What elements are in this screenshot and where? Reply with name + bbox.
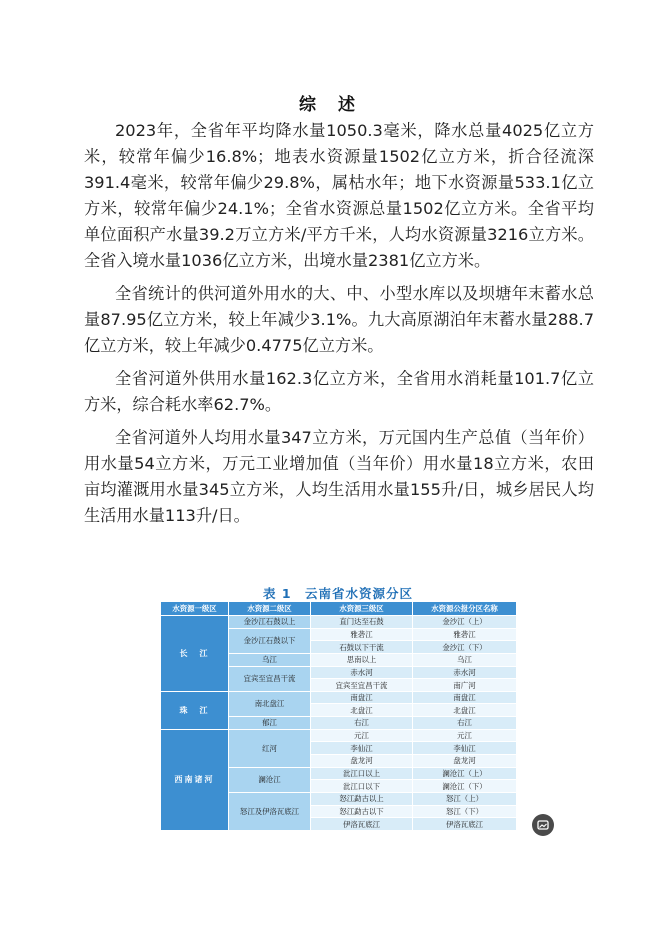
level1-cell: 长 江	[161, 616, 229, 692]
zone-name-cell: 金沙江（下）	[413, 641, 517, 654]
paragraph: 全省河道外人均用水量347立方米，万元国内生产总值（当年价）用水量54立方米，万元工业增加值（当年价）用水量18立方米，农田亩均灌溉用水量345立方米，人均生活用水量155升/日，城乡居民人均生活用水量113升/日。	[84, 428, 594, 525]
level3-cell: 宜宾至宜昌干流	[311, 679, 413, 692]
level2-cell: 南北盘江	[229, 691, 311, 716]
level2-cell: 金沙江石鼓以上	[229, 616, 311, 629]
level2-cell: 乌江	[229, 653, 311, 666]
level3-cell: 右江	[311, 717, 413, 730]
zone-name-cell: 雅砻江	[413, 628, 517, 641]
page-title: 综 述	[299, 95, 363, 115]
level3-cell: 沘江口以下	[311, 780, 413, 793]
water-zone-table	[160, 601, 517, 831]
image-viewer-button[interactable]	[532, 814, 554, 836]
table-header: 水资源公报分区名称	[413, 602, 517, 616]
level2-cell: 金沙江石鼓以下	[229, 628, 311, 653]
table-row	[161, 616, 517, 629]
zone-name-cell: 元江	[413, 729, 517, 742]
level3-cell: 雅砻江	[311, 628, 413, 641]
level3-cell: 元江	[311, 729, 413, 742]
table-header: 水资源二级区	[229, 602, 311, 616]
zone-name-cell: 南盘江	[413, 691, 517, 704]
level2-cell: 郁江	[229, 717, 311, 730]
zone-name-cell: 盘龙河	[413, 755, 517, 768]
table-row	[161, 729, 517, 742]
zone-name-cell: 伊洛瓦底江	[413, 818, 517, 831]
zone-name-cell: 怒江（上）	[413, 792, 517, 805]
paragraph: 全省统计的供河道外用水的大、中、小型水库以及坝塘年末蓄水总量87.95亿立方米，较上年减少3.1%。九大高原湖泊年末蓄水量288.7亿立方米，较上年减少0.4775亿立方米。	[84, 284, 594, 355]
table-caption: 表 1 云南省水资源分区	[262, 586, 414, 601]
table-header: 水资源三级区	[311, 602, 413, 616]
level3-cell: 直门达至石鼓	[311, 616, 413, 629]
zone-name-cell: 右江	[413, 717, 517, 730]
level3-cell: 沘江口以上	[311, 767, 413, 780]
table-header-row	[161, 602, 517, 616]
level1-cell: 西南诸河	[161, 729, 229, 830]
zone-name-cell: 澜沧江（下）	[413, 780, 517, 793]
level3-cell: 怒江勐古以下	[311, 805, 413, 818]
zone-name-cell: 澜沧江（上）	[413, 767, 517, 780]
zone-name-cell: 李仙江	[413, 742, 517, 755]
level2-cell: 宜宾至宜昌干流	[229, 666, 311, 691]
image-viewer-icon	[537, 819, 549, 831]
level1-cell: 珠 江	[161, 691, 229, 729]
table-header: 水资源一级区	[161, 602, 229, 616]
level3-cell: 赤水河	[311, 666, 413, 679]
level2-cell: 澜沧江	[229, 767, 311, 792]
table-row	[161, 691, 517, 704]
body-text	[84, 118, 594, 536]
paragraph: 2023年，全省年平均降水量1050.3毫米，降水总量4025亿立方米，较常年偏少16.8%；地表水资源量1502亿立方米，折合径流深391.4毫米，较常年偏少29.8%，属枯水年；地下水资源量533.1亿立方米，较常年偏少24.1%；全省水资源总量1502亿立方米。全省平均单位面积产水量39.2万立方米/平方千米，人均水资源量3216立方米。全省入境水量1036亿立方米，出境水量2381亿立方米。	[84, 121, 594, 270]
zone-name-cell: 赤水河	[413, 666, 517, 679]
paragraph: 全省河道外供用水量162.3亿立方米，全省用水消耗量101.7亿立方米，综合耗水率62.7%。	[84, 369, 594, 414]
level3-cell: 伊洛瓦底江	[311, 818, 413, 831]
level3-cell: 思南以上	[311, 653, 413, 666]
zone-name-cell: 南广河	[413, 679, 517, 692]
zone-name-cell: 金沙江（上）	[413, 616, 517, 629]
zone-name-cell: 怒江（下）	[413, 805, 517, 818]
level3-cell: 李仙江	[311, 742, 413, 755]
level2-cell: 红河	[229, 729, 311, 767]
level3-cell: 南盘江	[311, 691, 413, 704]
level2-cell: 怒江及伊洛瓦底江	[229, 792, 311, 830]
level3-cell: 北盘江	[311, 704, 413, 717]
zone-name-cell: 乌江	[413, 653, 517, 666]
zone-name-cell: 北盘江	[413, 704, 517, 717]
level3-cell: 石鼓以下干流	[311, 641, 413, 654]
level3-cell: 盘龙河	[311, 755, 413, 768]
level3-cell: 怒江勐古以上	[311, 792, 413, 805]
